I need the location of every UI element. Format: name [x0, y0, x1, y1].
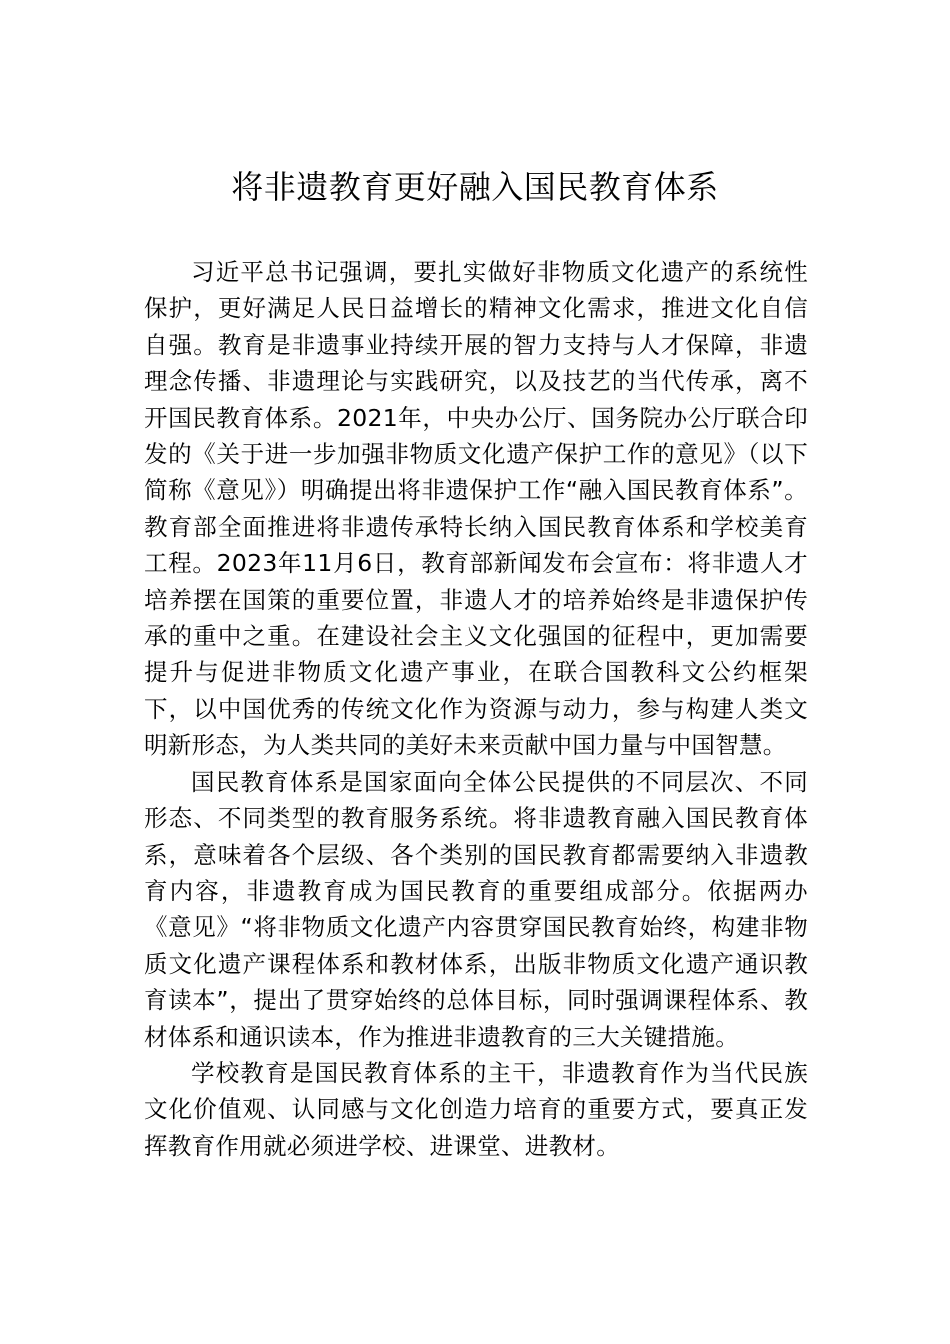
document-title: 将非遗教育更好融入国民教育体系: [231, 168, 719, 206]
paragraph-2: 国民教育体系是国家面向全体公民提供的不同层次、不同形态、不同类型的教育服务系统。将非遗教育融入国民教育体系，意味着各个层级、各个类别的国民教育都需要纳入非遗教育内容，非遗教育成为国民教育的重要组成部分。依据两办《意见》“将非物质文化遗产内容贯穿国民教育始终，构建非物质文化遗产课程体系和教材体系，出版非物质文化遗产通识教育读本”，提出了贯穿始终的总体目标，同时强调课程体系、教材体系和通识读本，作为推进非遗教育的三大关键措施。: [144, 767, 808, 1051]
document-body: [144, 254, 808, 1164]
paragraph-1: 习近平总书记强调，要扎实做好非物质文化遗产的系统性保护，更好满足人民日益增长的精神文化需求，推进文化自信自强。教育是非遗事业持续开展的智力支持与人才保障，非遗理念传播、非遗理论与实践研究，以及技艺的当代传承，离不开国民教育体系。2021年，中央办公厅、国务院办公厅联合印发的《关于进一步加强非物质文化遗产保护工作的意见》（以下简称《意见》）明确提出将非遗保护工作“融入国民教育体系”。教育部全面推进将非遗传承特长纳入国民教育体系和学校美育工程。2023年11月6日，教育部新闻发布会宣布：将非遗人才培养摆在国策的重要位置，非遗人才的培养始终是非遗保护传承的重中之重。在建设社会主义文化强国的征程中，更加需要提升与促进非物质文化遗产事业，在联合国教科文公约框架下，以中国优秀的传统文化作为资源与动力，参与构建人类文明新形态，为人类共同的美好未来贡献中国力量与中国智慧。: [144, 258, 808, 760]
paragraph-3: 学校教育是国民教育体系的主干，非遗教育作为当代民族文化价值观、认同感与文化创造力培育的重要方式，要真正发挥教育作用就必须进学校、进课堂、进教材。: [144, 1058, 808, 1160]
